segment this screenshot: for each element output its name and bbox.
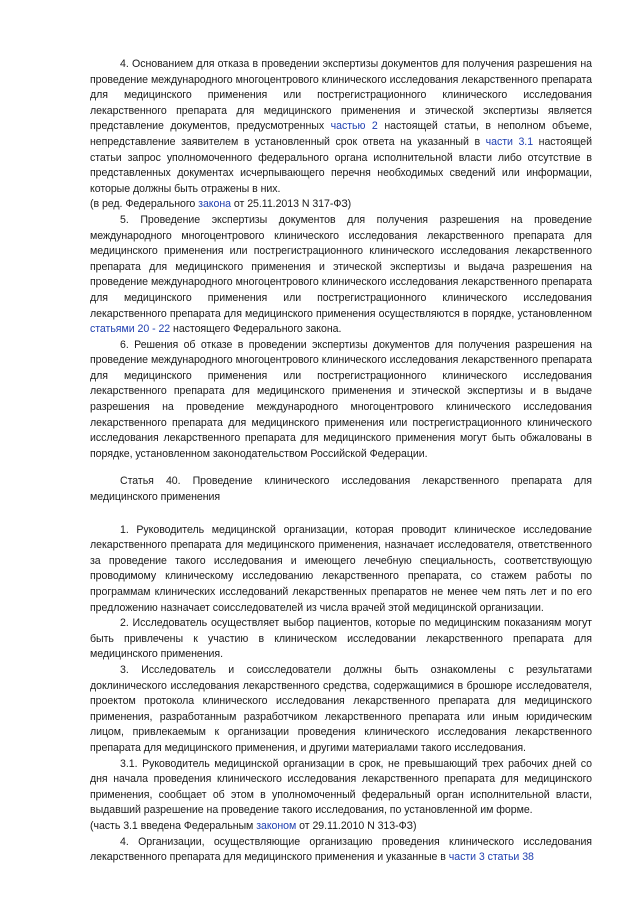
article-40-heading: Статья 40. Проведение клинического исследования лекарственного препарата для медицинского применения [90, 475, 592, 504]
article-40-item-2: 2. Исследователь осуществляет выбор пациентов, которые по медицинским показаниям могут быть привлечены к участию в клиническом исследовании лекарственного препарата для медицинского применения. [90, 617, 592, 661]
paragraph-4-text-b: настоящей статьи, в неполном объеме, непредставление заявителем в установленный срок ответа на указанный в [90, 120, 592, 148]
paragraph-4-text-c: настоящей статьи запрос уполномоченного федерального органа исполнительной власти либо отсутствие в представленных документах исчерпывающего перечня необходимых сведений или информации, которые должны быть отражены в них. [90, 135, 593, 195]
link-law-313[interactable]: законом [256, 819, 297, 832]
article-40-item-4 [90, 835, 592, 866]
amendment-note-2-text-b: от 29.11.2010 N 313-ФЗ) [296, 819, 417, 832]
article-40-item-3-1: 3.1. Руководитель медицинской организации в срок, не превышающий трех рабочих дней со дня начала проведения клинического исследования лекарственного препарата для медицинского применения, сообщает об этом в уполномоченный федеральный орган исполнительной власти, выдавший разрешение на проведение такого исследования, по установленной им форме. [90, 757, 592, 817]
link-part-3-article-38[interactable]: части 3 статьи 38 [448, 851, 534, 864]
amendment-note-1-text-b: от 25.11.2013 N 317-ФЗ) [231, 198, 352, 211]
paragraph-4-text-a: 4. Основанием для отказа в проведении экспертизы документов для получения разрешения на проведение международного многоцентрового клинического исследования лекарственного препарата для медицинского применения или пострегистрационного клинического исследования лекарственного препарата для медицинского применения и этической экспертизы является представление документов, предусмотренных [90, 58, 592, 133]
link-part-3-1[interactable]: части 3.1 [485, 135, 534, 148]
link-part-2[interactable]: частью 2 [330, 120, 378, 133]
article-40-item-3: 3. Исследователь и соисследователи должны быть ознакомлены с результатами доклинического исследования лекарственного средства, содержащимися в брошюре исследователя, проектом протокола клинического исследования лекарственного препарата для медицинского применения, разработанным разработчиком лекарственного препарата или иным юридическим лицом, привлекаемым к организации проведения клинического исследования лекарственного препарата для медицинского применения, и другими материалами такого исследования. [90, 663, 592, 754]
link-law-317[interactable]: закона [198, 198, 231, 211]
paragraph-5 [90, 213, 592, 338]
amendment-note-2-text-a: (часть 3.1 введена Федеральным [90, 819, 257, 832]
amendment-note-1 [90, 197, 592, 213]
paragraph-4 [90, 57, 592, 197]
link-articles-20-22[interactable]: статьями 20 - 22 [90, 323, 171, 336]
paragraph-5-text-a: 5. Проведение экспертизы документов для получения разрешения на проведение международного многоцентрового клинического исследования лекарственного препарата для медицинского применения или пострегистрационного клинического исследования лекарственного препарата для медицинского применения и этической экспертизы и выдача разрешения на проведение международного многоцентрового клинического исследования лекарственного препарата для медицинского применения или пострегистрационного клинического исследования лекарственного препарата для медицинского применения осуществляются в порядке, установленном [90, 213, 592, 320]
paragraph-6: 6. Решения об отказе в проведении экспертизы документов для получения разрешения на проведение международного многоцентрового клинического исследования лекарственного препарата для медицинского применения или пострегистрационного клинического исследования лекарственного препарата для медицинского применения и этической экспертизы и в выдаче разрешения на проведение международного многоцентрового клинического исследования лекарственного препарата для медицинского применения или пострегистрационного клинического исследования лекарственного препарата для медицинского применения могут быть обжалованы в порядке, установленном законодательством Российской Федерации. [90, 338, 592, 460]
article-40-item-1: 1. Руководитель медицинской организации, которая проводит клиническое исследование лекарственного препарата для медицинского применения, назначает исследователя, ответственного за проведение такого исследования и имеющего лечебную специальность, соответствующую проводимому клиническому исследованию лекарственного препарата, со стажем работы по программам клинических исследований лекарственных препаратов не менее чем пять лет и по его предложению назначает соисследователей из числа врачей этой медицинской организации. [90, 523, 592, 614]
paragraph-5-text-b: настоящего Федерального закона. [170, 323, 342, 336]
article-40-item-4-text: 4. Организации, осуществляющие организацию проведения клинического исследования лекарственного препарата для медицинского применения и указанные в [90, 835, 592, 864]
amendment-note-2 [90, 819, 592, 835]
amendment-note-1-text-a: (в ред. Федерального [90, 198, 199, 211]
